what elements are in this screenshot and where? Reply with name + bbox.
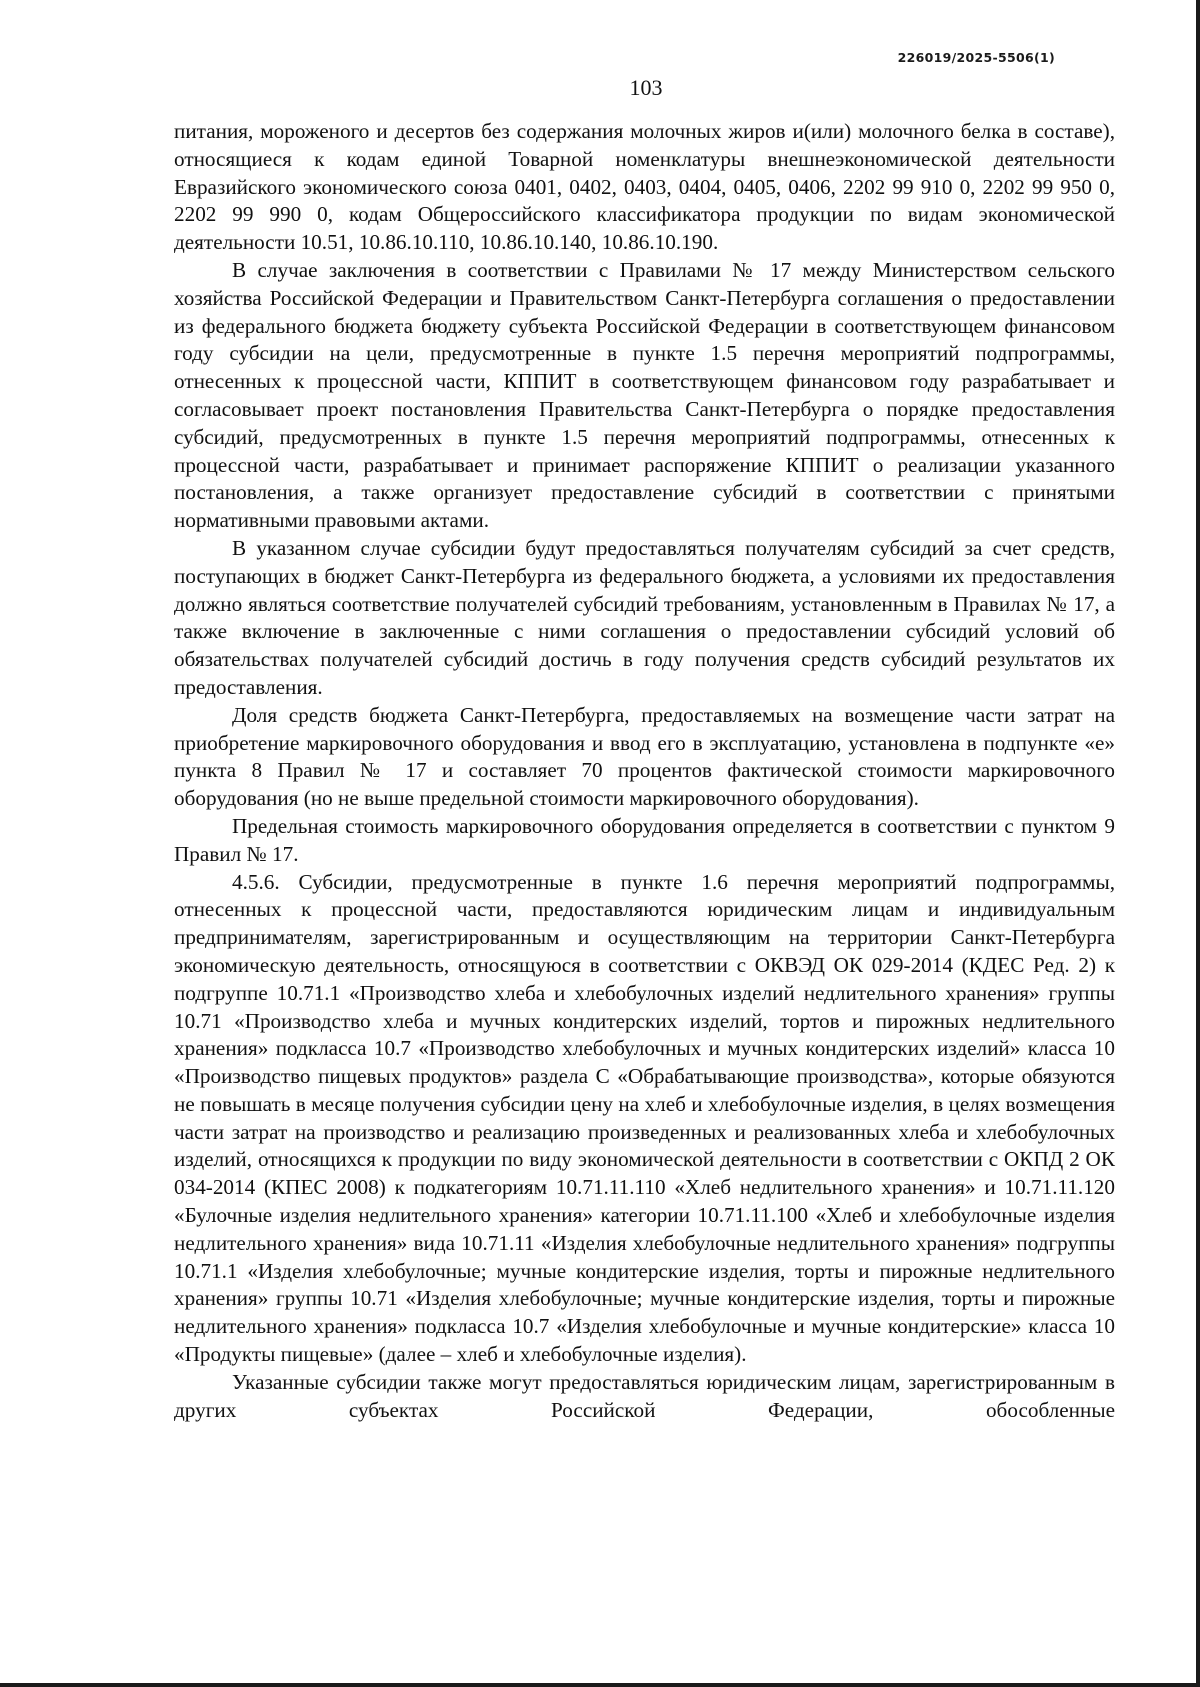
paragraph-limit-cost: Предельная стоимость маркировочного оборудования определяется в соответствии с пунктом 9 Правил № 17.	[174, 813, 1115, 866]
document-id: 226019/2025-5506(1)	[897, 50, 1055, 65]
paragraph-continued: питания, мороженого и десертов без содержания молочных жиров и(или) молочного белка в составе), относящиеся к кодам единой Товарной номенклатуры внешнеэкономической деятельности Евразийского экономического союза 0401, 0402, 0403, 0404, 0405, 0406, 2202 99 910 0, 2202 99 950 0, 2202 99 990 0, кодам Общероссийского классификатора продукции по видам экономической деятельности 10.51, 10.86.10.110, 10.86.10.140, 10.86.10.190.	[174, 119, 1115, 255]
paragraph-section-4-5-6: 4.5.6. Субсидии, предусмотренные в пункте 1.6 перечня мероприятий подпрограммы, отнесенных к процессной части, предоставляются юридическим лицам и индивидуальным предпринимателям, зарегистрированным и осуществляющим на территории Санкт-Петербурга экономическую деятельность, относящуюся в соответствии с ОКВЭД ОК 029-2014 (КДЕС Ред. 2) к подгруппе 10.71.1 «Производство хлеба и хлебобулочных изделий недлительного хранения» группы 10.71 «Производство хлеба и мучных кондитерских изделий, тортов и пирожных недлительного хранения» подкласса 10.7 «Производство хлебобулочных и мучных кондитерских изделий» класса 10 «Производство пищевых продуктов» раздела С «Обрабатывающие производства», которые обязуются не повышать в месяце получения субсидии цену на хлеб и хлебобулочные изделия, в целях возмещения части затрат на производство и реализацию произведенных и реализованных хлеба и хлебобулочных изделий, относящихся к продукции по виду экономической деятельности в соответствии с ОКПД 2 ОК 034-2014 (КПЕС 2008) к подкатегориям 10.71.11.110 «Хлеб недлительного хранения» и 10.71.11.120 «Булочные изделия недлительного хранения» категории 10.71.11.100 «Хлеб и хлебобулочные изделия недлительного хранения» вида 10.71.11 «Изделия хлебобулочные недлительного хранения» подгруппы 10.71.1 «Изделия хлебобулочные; мучные кондитерские изделия, торты и пирожные недлительного хранения» группы 10.71 «Изделия хлебобулочные; мучные кондитерские изделия, торты и пирожные недлительного хранения» подкласса 10.7 «Изделия хлебобулочные и мучные кондитерские» класса 10 «Продукты пищевые» (далее – хлеб и хлебобулочные изделия).	[174, 869, 1115, 1367]
document-body	[174, 118, 1115, 1424]
paragraph-other-regions: Указанные субсидии также могут предоставляться юридическим лицам, зарегистрированным в других субъектах Российской Федерации, обособленные	[174, 1369, 1115, 1422]
paragraph-rules-17-agreement: В случае заключения в соответствии с Правилами № 17 между Министерством сельского хозяйства Российской Федерации и Правительством Санкт-Петербурга соглашения о предоставлении из федерального бюджета бюджету субъекта Российской Федерации в соответствующем финансовом году субсидии на цели, предусмотренные в пункте 1.5 перечня мероприятий подпрограммы, отнесенных к процессной части, КППИТ в соответствующем финансовом году разрабатывает и согласовывает проект постановления Правительства Санкт-Петербурга о порядке предоставления субсидий, предусмотренных в пункте 1.5 перечня мероприятий подпрограммы, отнесенных к процессной части, разрабатывает и принимает распоряжение КППИТ о реализации указанного постановления, а также организует предоставление субсидий в соответствии с принятыми нормативными правовыми актами.	[174, 257, 1115, 533]
paragraph-budget-share: Доля средств бюджета Санкт-Петербурга, предоставляемых на возмещение части затрат на приобретение маркировочного оборудования и ввод его в эксплуатацию, установлена в подпункте «е» пункта 8 Правил № 17 и составляет 70 процентов фактической стоимости маркировочного оборудования (но не выше предельной стоимости маркировочного оборудования).	[174, 702, 1115, 811]
page-number: 103	[629, 75, 663, 100]
paragraph-federal-funds: В указанном случае субсидии будут предоставляться получателям субсидий за счет средств, поступающих в бюджет Санкт-Петербурга из федерального бюджета, а условиями их предоставления должно являться соответствие получателей субсидий требованиям, установленным в Правилах № 17, а также включение в заключенные с ними соглашения о предоставлении субсидий условий об обязательствах получателей субсидий достичь в году получения средств субсидий результатов их предоставления.	[174, 535, 1115, 699]
